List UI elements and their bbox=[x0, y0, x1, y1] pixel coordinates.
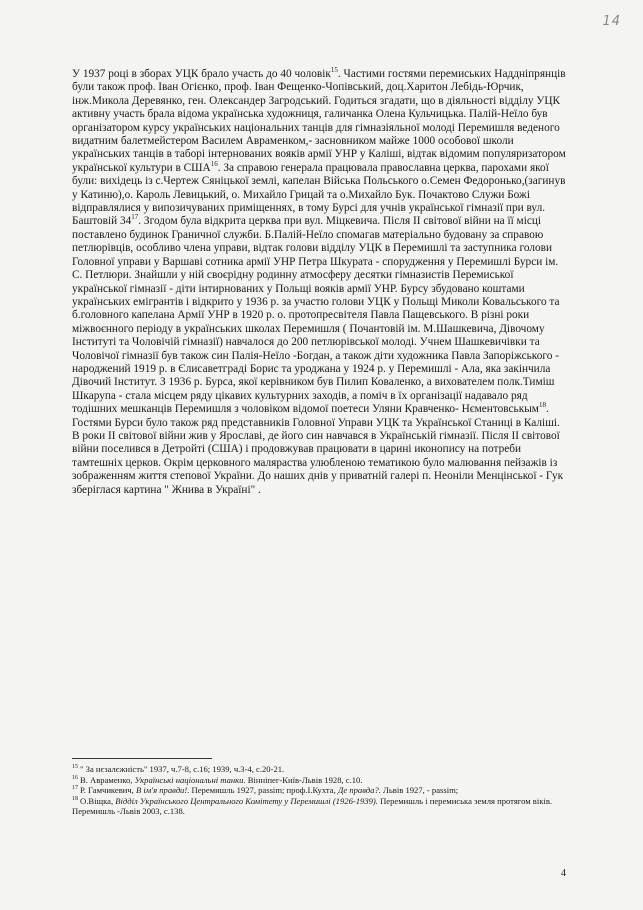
paragraph-text: . Частими гостями перемиських Наддніпрянців були також проф. Іван Огієнко, проф. Іван Фещенко-Чопівський, доц.Харитон Лебідь-Юрчик, інж.Микола Деревянко, ген. Олександер Загродський. Годиться згадати, що в діяльності відділу УЦК активну участь брала відома українська художниця, галичанка Олена Кульчицька. Палій-Неїло був організатором курсу українських національних танців для гімназіяльної молоді Перемишля веденого видатним балетмейстером Василем Авраменком,- засновником майже 1000 особової школи українських танців в таборі інтернованих вояків армії УНР у Каліші, відтак відомим популяризатором української культури в США bbox=[72, 68, 566, 174]
footnote-text: " За нєзалєжність" 1937, ч.7-8, с.16; 1939, ч.3-4, с.20-21. bbox=[80, 764, 285, 774]
footnote-number: 18 bbox=[72, 795, 78, 802]
footnote-title: В ім'я правди!. bbox=[135, 785, 190, 796]
footnote-separator bbox=[72, 758, 212, 759]
body-text bbox=[72, 68, 570, 497]
footnote-text: Перемишль 1927, passim; проф.І.Кухта, bbox=[189, 785, 338, 796]
footnote-text: Перемишль і перемиська земля протягом віків. Перемишль -Львів 2003, с.138. bbox=[72, 795, 553, 817]
footnotes bbox=[72, 764, 572, 817]
page-number: 4 bbox=[561, 868, 566, 879]
main-paragraph bbox=[72, 68, 570, 497]
footnote-text: Р. Гамчикевич, bbox=[80, 785, 136, 796]
footnote-title: Українські національні танки. bbox=[134, 774, 246, 785]
footnote-number: 15 bbox=[72, 764, 78, 771]
footnote-title: Де правда?. bbox=[337, 785, 381, 796]
paragraph-text: У 1937 році в зборах УЦК брало участь до 40 чоловік bbox=[72, 68, 331, 80]
footnote-text: В. Авраменко, bbox=[80, 774, 135, 785]
footnote-ref: 17 bbox=[131, 213, 139, 222]
footnote-ref: 18 bbox=[538, 401, 546, 410]
footnote-number: 16 bbox=[72, 774, 78, 781]
footnote-item bbox=[72, 785, 572, 796]
footnote-ref: 16 bbox=[210, 160, 218, 169]
paragraph-text: . Згодом була відкрита церква при вул. Міцкевича. Після II світової війни на її місці поставлено будинок Граничної служби. Б.Палій-Неїло спомагав матеріально будовану за справою петлюрівців, особливо члена управи, відтак голови відділу УЦК в Перемишлі та заступника голови Головної управи у Варшаві сотника армії УНР Петра Шкурата - спорудження у Перемишлі Бурси ім. С. Петлюри. Знайшли у ній своєрідну родинну атмосферу десятки гімназистів Перемиської української гімназії - діти інтирнованих у Польщі вояків армії УНР. Бурсу збудовано коштами українських емігрантів і відкрито у 1936 р. за участю голови УЦК у Польщі Миколи Ковальського та б.головного капелана Армії УНР в 1920 р. о. протопресвітеля Павла Пащевського. В різні роки міжвоєнного періоду в українських школах Перемишля ( Почантовій ім. М.Шашкевича, Дівочому Інституті та Чоловічій гімназії) навчалося до 200 петлюрівської молоді. Учнем Шашкевичівки та Чоловічої гімназії був також син Палія-Неїло -Богдан, а також діти художника Павла Запоріжського - народжений 1919 р. в Єлисаветграді Борис та уроджана у 1924 р. у Перемишлі - Ала, яка закінчила Дівочий Інститут. З 1936 р. Бурса, якої керівником був Пилип Коваленко, а вихователем полк.Тиміш Шкарупа - стала місцем ряду цікавих культурних заходів, а поміч в їх організації надавало ряд тодішних мешканців Перемишля з чоловіком відомої поетеси Уляни Кравченко- Нєментовськым bbox=[72, 215, 560, 416]
footnote-text: О.Віщка, bbox=[80, 795, 116, 806]
footnote-text: Львів 1927, - passim; bbox=[380, 785, 459, 796]
footnote-title: Відділ Українського Центрального Комітету у Перемишлі (1926-1939). bbox=[115, 795, 378, 806]
footnote-item bbox=[72, 775, 572, 786]
footnote-item bbox=[72, 764, 572, 775]
paragraph-text: . Гостями Бурси було також ряд представників Головної Управи УЦК та Української Станиці в Каліші. В роки II світової війни жив у Ярославі, де його син навчався в Українській гімназії. Після II світової війни поселився в Детройті (США) і продовжував працювати в царині иконопису на потреби тамтешніх церков. Окрім церковного маляраства улюбленою тематикою було малювання пейзажів із зображенням життя степової України. До наших днів у приватній галері п. Неоніли Менцінської - Гук зберіглася картина " Жнива в Україні" . bbox=[72, 403, 564, 496]
footnote-item bbox=[72, 796, 572, 817]
footnote-text: Вінніпег-Київ-Львів 1928, с.10. bbox=[245, 774, 363, 785]
footnote-number: 17 bbox=[72, 785, 78, 792]
footnote-ref: 15 bbox=[330, 66, 338, 75]
handwritten-page-mark: 14 bbox=[602, 14, 621, 29]
paragraph-text: . За справою генерала працювала православна церква, парохами якої були: вихідець із с.Чертеж Сяніцької землі, капелан Війська Польського о.Семен Федоронько,(загинув у Катиню),о. Кароль Левицький, о. Михайло Грицай та о.Михайло Бук. Почактово Служи Божі відправлялися у випозичуваних приміщеннях, в тому Бурсі для учнів української гімназії при вул. Баштовій 34 bbox=[72, 161, 566, 228]
